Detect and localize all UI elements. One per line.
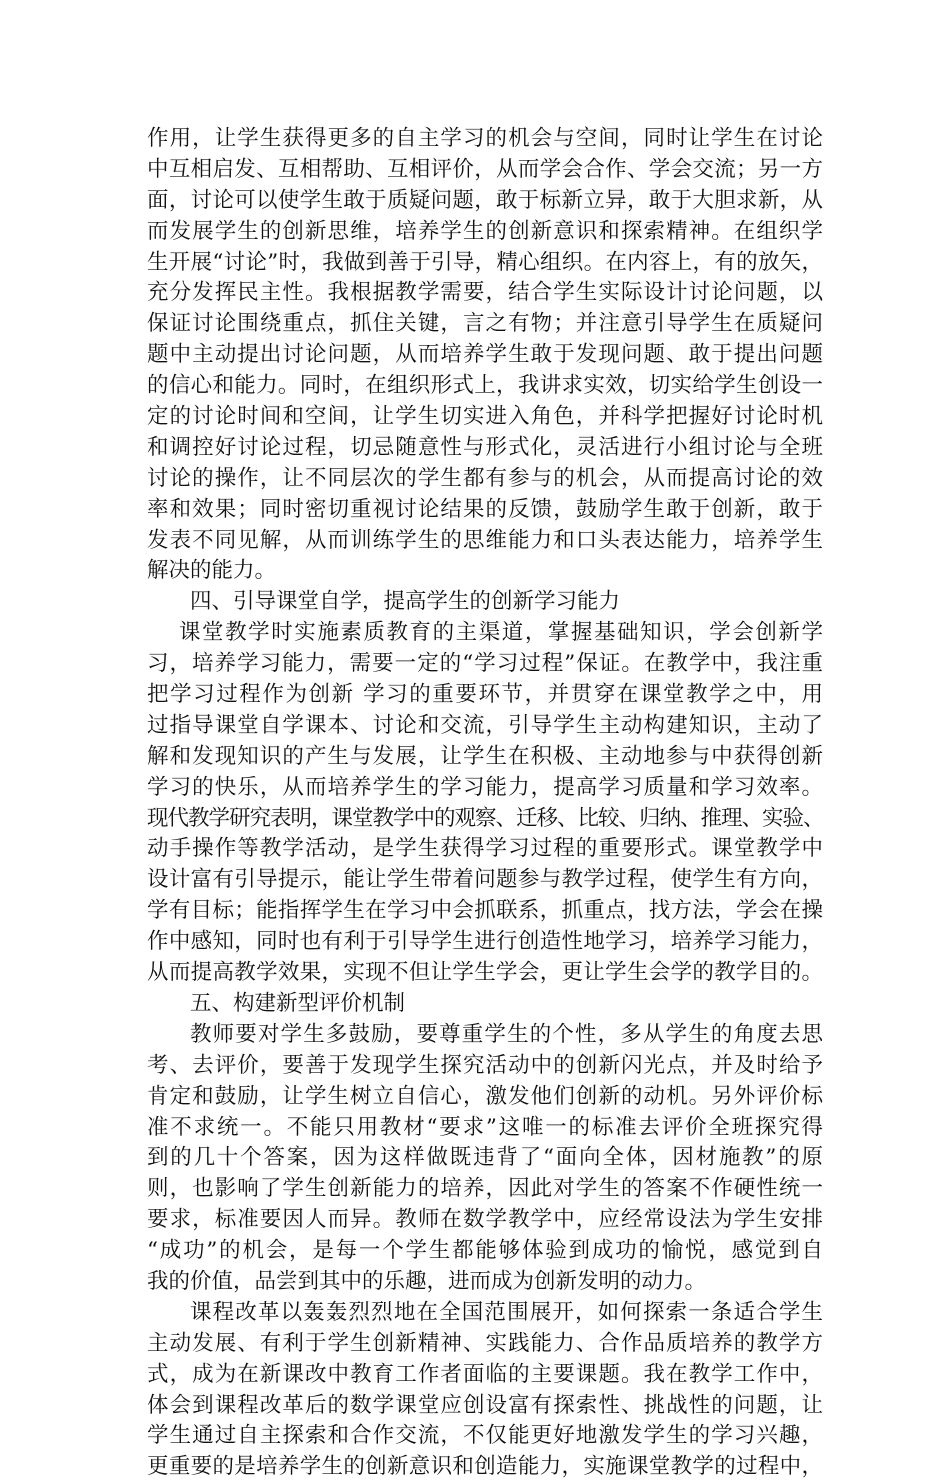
text-line: 发表不同见解，从而训练学生的思维能力和口头表达能力，培养学生 bbox=[147, 527, 823, 553]
text-line: 则，也影响了学生创新能力的培养，因此对学生的答案不作硬性统一 bbox=[147, 1176, 823, 1202]
text-line: 课程改革以轰轰烈烈地在全国范围展开，如何探索一条适合学生 bbox=[190, 1299, 823, 1325]
text-line: 更重要的是培养学生的创新意识和创造能力，实施课堂教学的过程中， bbox=[147, 1454, 823, 1480]
text-line: 要求，标准要因人而异。教师在数学教学中，应经常设法为学生安排 bbox=[147, 1207, 823, 1233]
text-line: 动手操作等教学活动，是学生获得学习过程的重要形式。课堂教学中 bbox=[147, 836, 823, 862]
text-line: 生开展“讨论”时，我做到善于引导，精心组织。在内容上，有的放矢， bbox=[147, 249, 823, 275]
text-line: 五、构建新型评价机制 bbox=[190, 990, 406, 1016]
text-line: 准不求统一。不能只用教材“要求”这唯一的标准去评价全班探究得 bbox=[147, 1114, 823, 1140]
text-line: 肯定和鼓励，让学生树立自信心，激发他们创新的动机。另外评价标 bbox=[147, 1083, 823, 1109]
text-line: 体会到课程改革后的数学课堂应创设富有探索性、挑战性的问题，让 bbox=[147, 1392, 823, 1418]
text-line: 学有目标；能指挥学生在学习中会抓联系，抓重点，找方法，学会在操 bbox=[147, 898, 823, 924]
text-line: 面，讨论可以使学生敢于质疑问题，敢于标新立异，敢于大胆求新，从 bbox=[147, 187, 823, 213]
text-line: 而发展学生的创新思维，培养学生的创新意识和探索精神。在组织学 bbox=[147, 218, 823, 244]
text-line: 作中感知，同时也有利于引导学生进行创造性地学习，培养学习能力， bbox=[147, 929, 823, 955]
text-line: 我的价值，品尝到其中的乐趣，进而成为创新发明的动力。 bbox=[147, 1268, 707, 1294]
text-line: 学习的快乐，从而培养学生的学习能力，提高学习质量和学习效率。 bbox=[147, 774, 823, 800]
text-line: 解决的能力。 bbox=[147, 558, 277, 584]
text-line: “成功”的机会，是每一个学生都能够体验到成功的愉悦，感觉到自 bbox=[147, 1238, 823, 1264]
text-line: 主动发展、有利于学生创新精神、实践能力、合作品质培养的教学方 bbox=[147, 1330, 823, 1356]
text-line: 保证讨论围绕重点，抓住关键，言之有物；并注意引导学生在质疑问 bbox=[147, 311, 823, 337]
text-line: 题中主动提出讨论问题，从而培养学生敢于发现问题、敢于提出问题 bbox=[147, 342, 823, 368]
text-line: 率和效果；同时密切重视讨论结果的反馈，鼓励学生敢于创新，敢于 bbox=[147, 496, 823, 522]
text-line: 把学习过程作为创新 学习的重要环节，并贯穿在课堂教学之中，用 bbox=[147, 682, 823, 708]
text-line: 解和发现知识的产生与发展，让学生在积极、主动地参与中获得创新 bbox=[147, 743, 823, 769]
text-line: 式，成为在新课改中教育工作者面临的主要课题。我在教学工作中， bbox=[147, 1361, 823, 1387]
text-line: 现代教学研究表明，课堂教学中的观察、迁移、比较、归纳、推理、实验、 bbox=[147, 805, 824, 831]
text-line: 设计富有引导提示，能让学生带着问题参与教学过程，使学生有方向， bbox=[147, 867, 823, 893]
body-text bbox=[147, 124, 823, 1483]
text-line: 习，培养学习能力，需要一定的“学习过程”保证。在教学中，我注重 bbox=[147, 651, 823, 677]
text-line: 课堂教学时实施素质教育的主渠道，掌握基础知识，学会创新学 bbox=[179, 620, 823, 646]
text-line: 过指导课堂自学课本、讨论和交流，引导学生主动构建知识，主动了 bbox=[147, 712, 823, 738]
text-line: 考、去评价，要善于发现学生探究活动中的创新闪光点，并及时给予 bbox=[147, 1052, 823, 1078]
text-line: 讨论的操作，让不同层次的学生都有参与的机会，从而提高讨论的效 bbox=[147, 465, 823, 491]
text-line: 教师要对学生多鼓励，要尊重学生的个性，多从学生的角度去思 bbox=[190, 1021, 823, 1047]
text-line: 作用，让学生获得更多的自主学习的机会与空间，同时让学生在讨论 bbox=[147, 126, 823, 151]
text-line: 四、引导课堂自学，提高学生的创新学习能力 bbox=[190, 589, 621, 615]
text-line: 充分发挥民主性。我根据教学需要，结合学生实际设计讨论问题，以 bbox=[147, 280, 823, 306]
text-line: 到的几十个答案，因为这样做既违背了“面向全体，因材施教”的原 bbox=[147, 1145, 823, 1171]
text-line: 中互相启发、互相帮助、互相评价，从而学会合作、学会交流；另一方 bbox=[147, 156, 823, 182]
text-line: 学生通过自主探索和合作交流，不仅能更好地激发学生的学习兴趣， bbox=[147, 1423, 823, 1449]
text-line: 和调控好讨论过程，切忌随意性与形式化，灵活进行小组讨论与全班 bbox=[147, 434, 823, 460]
text-line: 的信心和能力。同时，在组织形式上，我讲求实效，切实给学生创设一 bbox=[147, 373, 823, 399]
text-line: 定的讨论时间和空间，让学生切实进入角色，并科学把握好讨论时机 bbox=[147, 404, 823, 430]
text-line: 从而提高教学效果，实现不但让学生学会，更让学生会学的教学目的。 bbox=[147, 960, 823, 986]
